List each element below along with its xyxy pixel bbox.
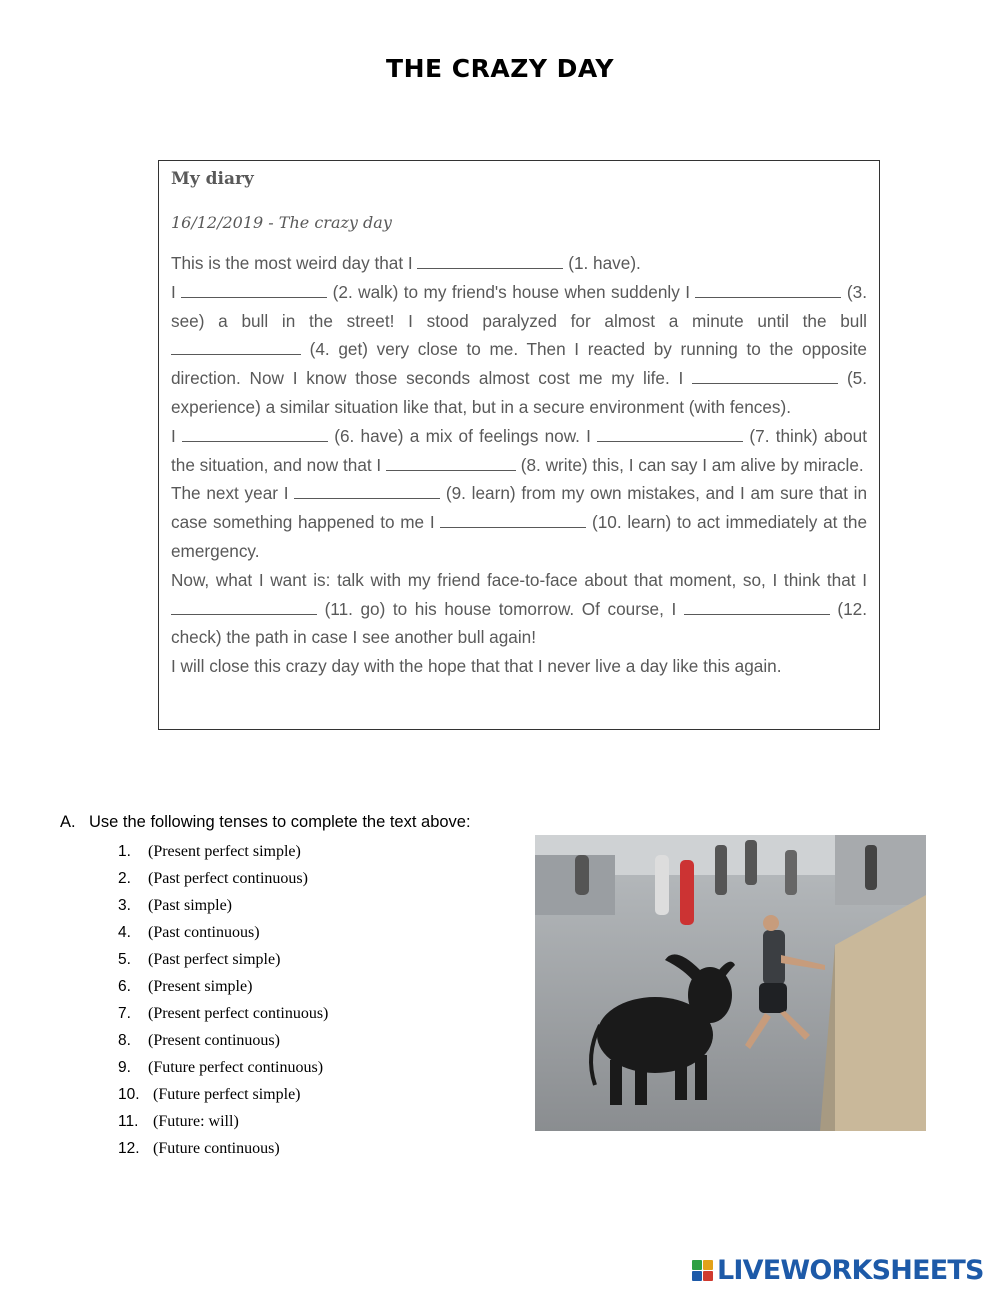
tense-item [118,1135,328,1162]
diary-paragraph-2 [171,278,867,422]
text-segment: I [171,425,183,446]
tense-label: (Present simple) [148,978,253,995]
text-segment: This is the most weird day that I [171,253,418,273]
blank-5[interactable] [692,368,838,384]
diary-heading: My diary [171,169,254,189]
tense-item [118,838,328,865]
blank-11[interactable] [171,599,317,615]
diary-paragraph-4 [171,479,867,565]
text-segment: (12. check) the path in case I see another bull again! [171,598,867,648]
tense-number: 10. [118,1086,140,1103]
tense-number: 7. [118,1005,131,1022]
tense-label: (Present perfect simple) [148,843,301,860]
blank-9[interactable] [294,483,440,499]
tense-number: 9. [118,1059,131,1076]
tense-label: (Present continuous) [148,1032,280,1049]
diary-paragraph-3 [171,422,867,480]
tense-number: 4. [118,924,131,941]
text-segment: (5. experience) a similar situation like that, but in a secure environment (with fences). [171,368,867,417]
tense-item [118,973,328,1000]
tense-label: (Future perfect simple) [153,1086,301,1103]
text-segment: (1. have). [563,253,641,273]
text-segment: I [171,281,182,302]
tense-number: 8. [118,1032,131,1049]
text-segment: (11. go) to his house tomorrow. Of course, I [317,598,684,619]
text-segment: (9. learn) from my own mistakes, and I am sure that in case something happened to me I [171,483,867,533]
tense-label: (Past simple) [148,897,232,914]
tense-number: 1. [118,843,131,860]
tense-number: 12. [118,1140,140,1157]
logo-mark-icon [692,1260,713,1281]
tense-label: (Past perfect continuous) [148,870,308,887]
text-segment: (8. write) this, I can say I am alive by miracle. [516,454,864,475]
tense-item [118,1000,328,1027]
text-segment: The next year I [171,483,295,504]
text-segment: (7. think) about the situation, and now that I [171,425,867,475]
exercise-instruction [60,813,471,832]
text-segment: (2. walk) to my friend's house when suddenly I [327,281,696,302]
diary-date: 16/12/2019 - The crazy day [171,213,392,232]
blank-10[interactable] [440,512,586,528]
exercise-letter: A. [60,813,76,831]
tense-number: 6. [118,978,131,995]
tense-label: (Present perfect continuous) [148,1005,329,1022]
tense-label: (Past continuous) [148,924,260,941]
text-segment: (6. have) a mix of feelings now. I [328,425,598,446]
tense-label: (Past perfect simple) [148,951,281,968]
instruction-text: Use the following tenses to complete the text above: [89,813,471,831]
tense-item [118,1054,328,1081]
tense-label: (Future continuous) [153,1140,280,1157]
tense-label: (Future perfect continuous) [148,1059,324,1076]
tense-number: 3. [118,897,131,914]
blank-6[interactable] [182,426,328,442]
text-segment: (4. get) very close to me. Then I reacted by running to the opposite direction. Now I know those seconds almost cost me my life. I [171,339,867,389]
tense-item [118,865,328,892]
worksheet-title: THE CRAZY DAY [386,54,614,83]
blank-8[interactable] [386,455,516,471]
tense-item [118,946,328,973]
tense-item [118,1108,328,1135]
blank-1[interactable] [417,253,563,269]
blank-2[interactable] [181,282,327,298]
text-segment: (10. learn) to act immediately at the emergency. [171,512,868,561]
tense-item [118,919,328,946]
tense-number: 2. [118,870,131,887]
text-segment: Now, what I want is: talk with my friend face-to-face about that moment, so, I think that I [171,569,867,590]
tense-list [118,838,328,1162]
diary-paragraph-6: I will close this crazy day with the hope that that I never live a day like this again. [171,656,782,677]
liveworksheets-logo [692,1254,984,1286]
tense-item [118,892,328,919]
tense-label: (Future: will) [153,1113,239,1130]
blank-4[interactable] [171,339,301,355]
blank-12[interactable] [684,599,830,615]
text-segment: (3. see) a bull in the street! I stood paralyzed for almost a minute until the bull [171,281,867,331]
diary-text [171,249,867,681]
diary-paragraph-5 [171,566,867,652]
tense-number: 5. [118,951,131,968]
diary-paragraph-1 [171,249,867,278]
tense-item [118,1027,328,1054]
blank-7[interactable] [597,426,743,442]
tense-number: 11. [118,1113,139,1130]
blank-3[interactable] [695,282,841,298]
tense-item [118,1081,328,1108]
diary-box [158,160,880,730]
logo-text: LIVEWORKSHEETS [717,1254,984,1286]
bull-street-photo [535,835,926,1131]
